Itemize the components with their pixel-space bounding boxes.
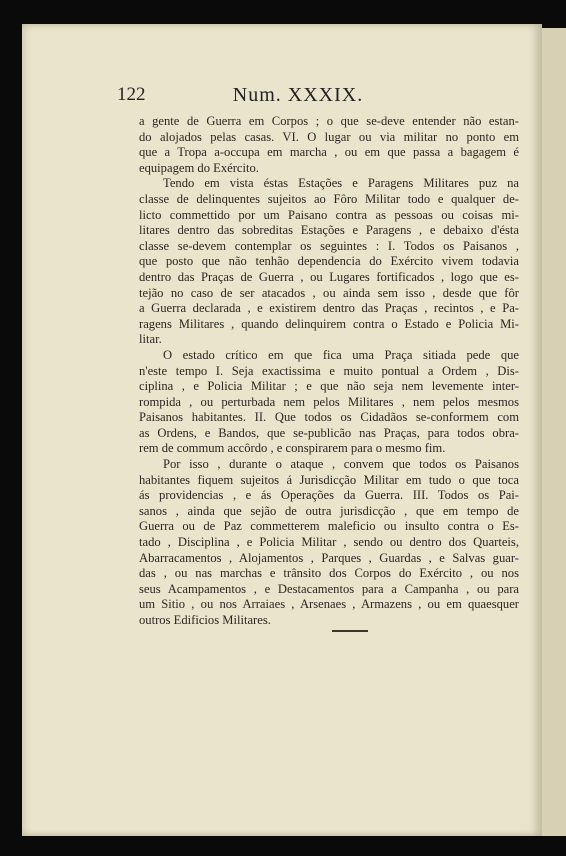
paragraph-2 — [139, 176, 519, 348]
text-line: Paisanos habitantes. II. Que todos os Cidadãos se-conformem com — [139, 410, 519, 425]
text-line: as Ordens, e Bandos, que se-publicão nas Praças, para todos obra- — [139, 425, 519, 440]
text-line: que posto que não tenhão dependencia do Exército vivem todavia — [139, 254, 519, 269]
text-line: O estado crítico em que fica uma Praça sitiada pede que — [163, 347, 519, 362]
paragraph-4 — [139, 457, 519, 629]
text-line: seus Acampamentos , e Destacamentos para a Campanha , ou para — [139, 581, 519, 596]
text-line: a gente de Guerra em Corpos ; o que se-deve entender não estan- — [139, 114, 519, 128]
text-line: tado , Disciplina , e Policia Militar , sendo ou dentro dos Quarteis, — [139, 535, 519, 550]
text-line: ragens Militares , quando delinquirem contra o Estado e Policia Mi- — [139, 316, 519, 331]
end-rule — [332, 630, 368, 632]
page-header — [22, 84, 542, 114]
text-line: que a Tropa a-occupa em marcha , ou em que passa a bagagem é — [139, 145, 519, 160]
text-line: do alojados pelas casas. VI. O lugar ou via militar no ponto em — [139, 129, 519, 144]
page-number: 122 — [117, 84, 146, 105]
text-line: a Guerra declarada , e existirem dentro das Praças , recintos , e Pa- — [139, 301, 519, 316]
text-line: ciplina , e Policia Militar ; e que não seja nem levemente inter- — [139, 379, 519, 394]
text-line: rompida , ou perturbada nem pelos Militares , nem pelos mesmos — [139, 394, 519, 409]
text-line: licto commettido por um Paisano contra as pessoas ou coisas mi- — [139, 207, 519, 222]
text-line: Guerra ou de Paz commetterem maleficio ou insulto contra o Es- — [139, 519, 519, 534]
text-line: classe se-devem contemplar os seguintes : I. Todos os Paisanos , — [139, 238, 519, 253]
text-line: equipagem do Exército. — [139, 160, 259, 175]
text-line: tejão no caso de ser atacados , ou ainda sem isso , desde que fôr — [139, 285, 519, 300]
text-line: classe de delinquentes sujeitos ao Fôro Militar todo e qualquer de- — [139, 191, 519, 206]
text-line: litares dentro das sobreditas Estações e Paragens , e debaixo d'ésta — [139, 223, 519, 238]
book-page — [22, 24, 542, 836]
text-line: Por isso , durante o ataque , convem que todos os Paisanos — [163, 457, 519, 472]
text-line: das , ou nas marchas e trânsito dos Corpos do Exército , ou nos — [139, 566, 519, 581]
text-line: litar. — [139, 332, 162, 347]
page-title: Num. XXXIX. — [232, 84, 364, 106]
text-line: outros Edificios Militares. — [139, 613, 271, 627]
text-line: habitantes fiquem sujeitos á Jurisdicção Militar em tudo o que toca — [139, 472, 519, 487]
text-line: Tendo em vista éstas Estações e Paragens Militares puz na — [163, 176, 519, 191]
text-line: dentro das Praças de Guerra , ou Lugares fortificados , logo que es- — [139, 269, 519, 284]
text-line: rem de commum accôrdo , e conspirarem para o mesmo fim. — [139, 441, 446, 456]
paragraph-3 — [139, 348, 519, 457]
text-line: ás providencias , e ás Operações da Guerra. III. Todos os Pai- — [139, 488, 519, 503]
body-text — [139, 114, 519, 629]
text-line: um Sitio , ou nos Arraiaes , Arsenaes , Armazens , ou em quaesquer — [139, 597, 519, 612]
text-line: Abarracamentos , Alojamentos , Parques , Guardas , e Salvas guar- — [139, 550, 519, 565]
text-line: sanos , ainda que sejão de outra jurisdicção , que em tempo de — [139, 503, 519, 518]
paragraph-1 — [139, 114, 519, 176]
adjacent-page-edge — [538, 28, 566, 836]
text-line: n'este tempo I. Seja exactissima e muito pontual a Ordem , Dis- — [139, 363, 519, 378]
